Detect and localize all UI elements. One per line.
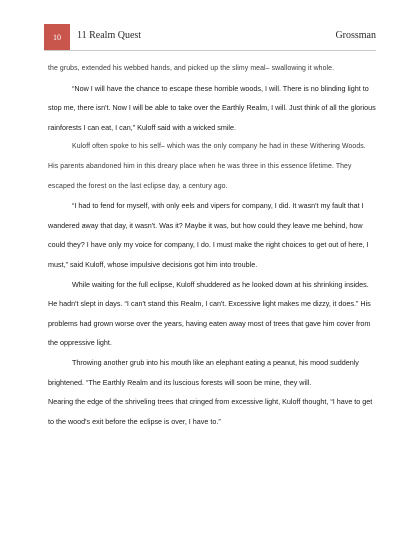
paragraph: “Now I will have the chance to escape these horrible woods, I will. There is no blinding light to stop me, there isn't. Now I will be able to take over the Earthly Realm, I will. Just think of all the glorious rainforests I can eat, I can,” Kuloff said with a wicked smile. xyxy=(48,83,376,132)
paragraph: Throwing another grub into his mouth like an elephant eating a peanut, his mood suddenly brightened. “The Earthly Realm and its luscious forests will soon be mine, they will. xyxy=(48,357,359,387)
page-number-badge: 10 xyxy=(44,24,70,50)
author-name: Grossman xyxy=(335,30,376,41)
paragraph: Nearing the edge of the shriveling trees that cringed from excessive light, Kuloff thought, “I have to get to the wood's exit before the eclipse is over, I have to.” xyxy=(48,397,373,426)
paragraph: While waiting for the full eclipse, Kuloff shuddered as he looked down at his shrinking insides. He hadn't slept in days. “I can't stand this Realm, I can't. Excessive light makes me dizzy, it does.” His problems had grown worse over the years, having eaten away most of trees that gave him cover from the oppressive light. xyxy=(48,279,371,348)
page-header xyxy=(44,24,376,51)
page-body xyxy=(48,59,376,431)
paragraph: Kuloff often spoke to his self– which was the only company he had in these Withering Woods. His parents abandoned him in this dreary place when he was three in this essence lifetime. They escaped the forest on the last eclipse day, a century ago. xyxy=(48,143,366,190)
book-title: 11 Realm Quest xyxy=(77,30,142,41)
paragraph: the grubs, extended his webbed hands, and picked up the slimy meal– swallowing it whole. xyxy=(48,65,335,72)
paragraph: “I had to fend for myself, with only eels and vipers for company, I did. It wasn't my fault that I wandered away that day, it wasn't. Was it? Maybe it was, but how could they leave me behind, how could they? I have only my voice for company, I do. I must make the right choices to get out of here, I must,” said Kuloff, whose impulsive decisions got him into trouble. xyxy=(48,201,369,269)
